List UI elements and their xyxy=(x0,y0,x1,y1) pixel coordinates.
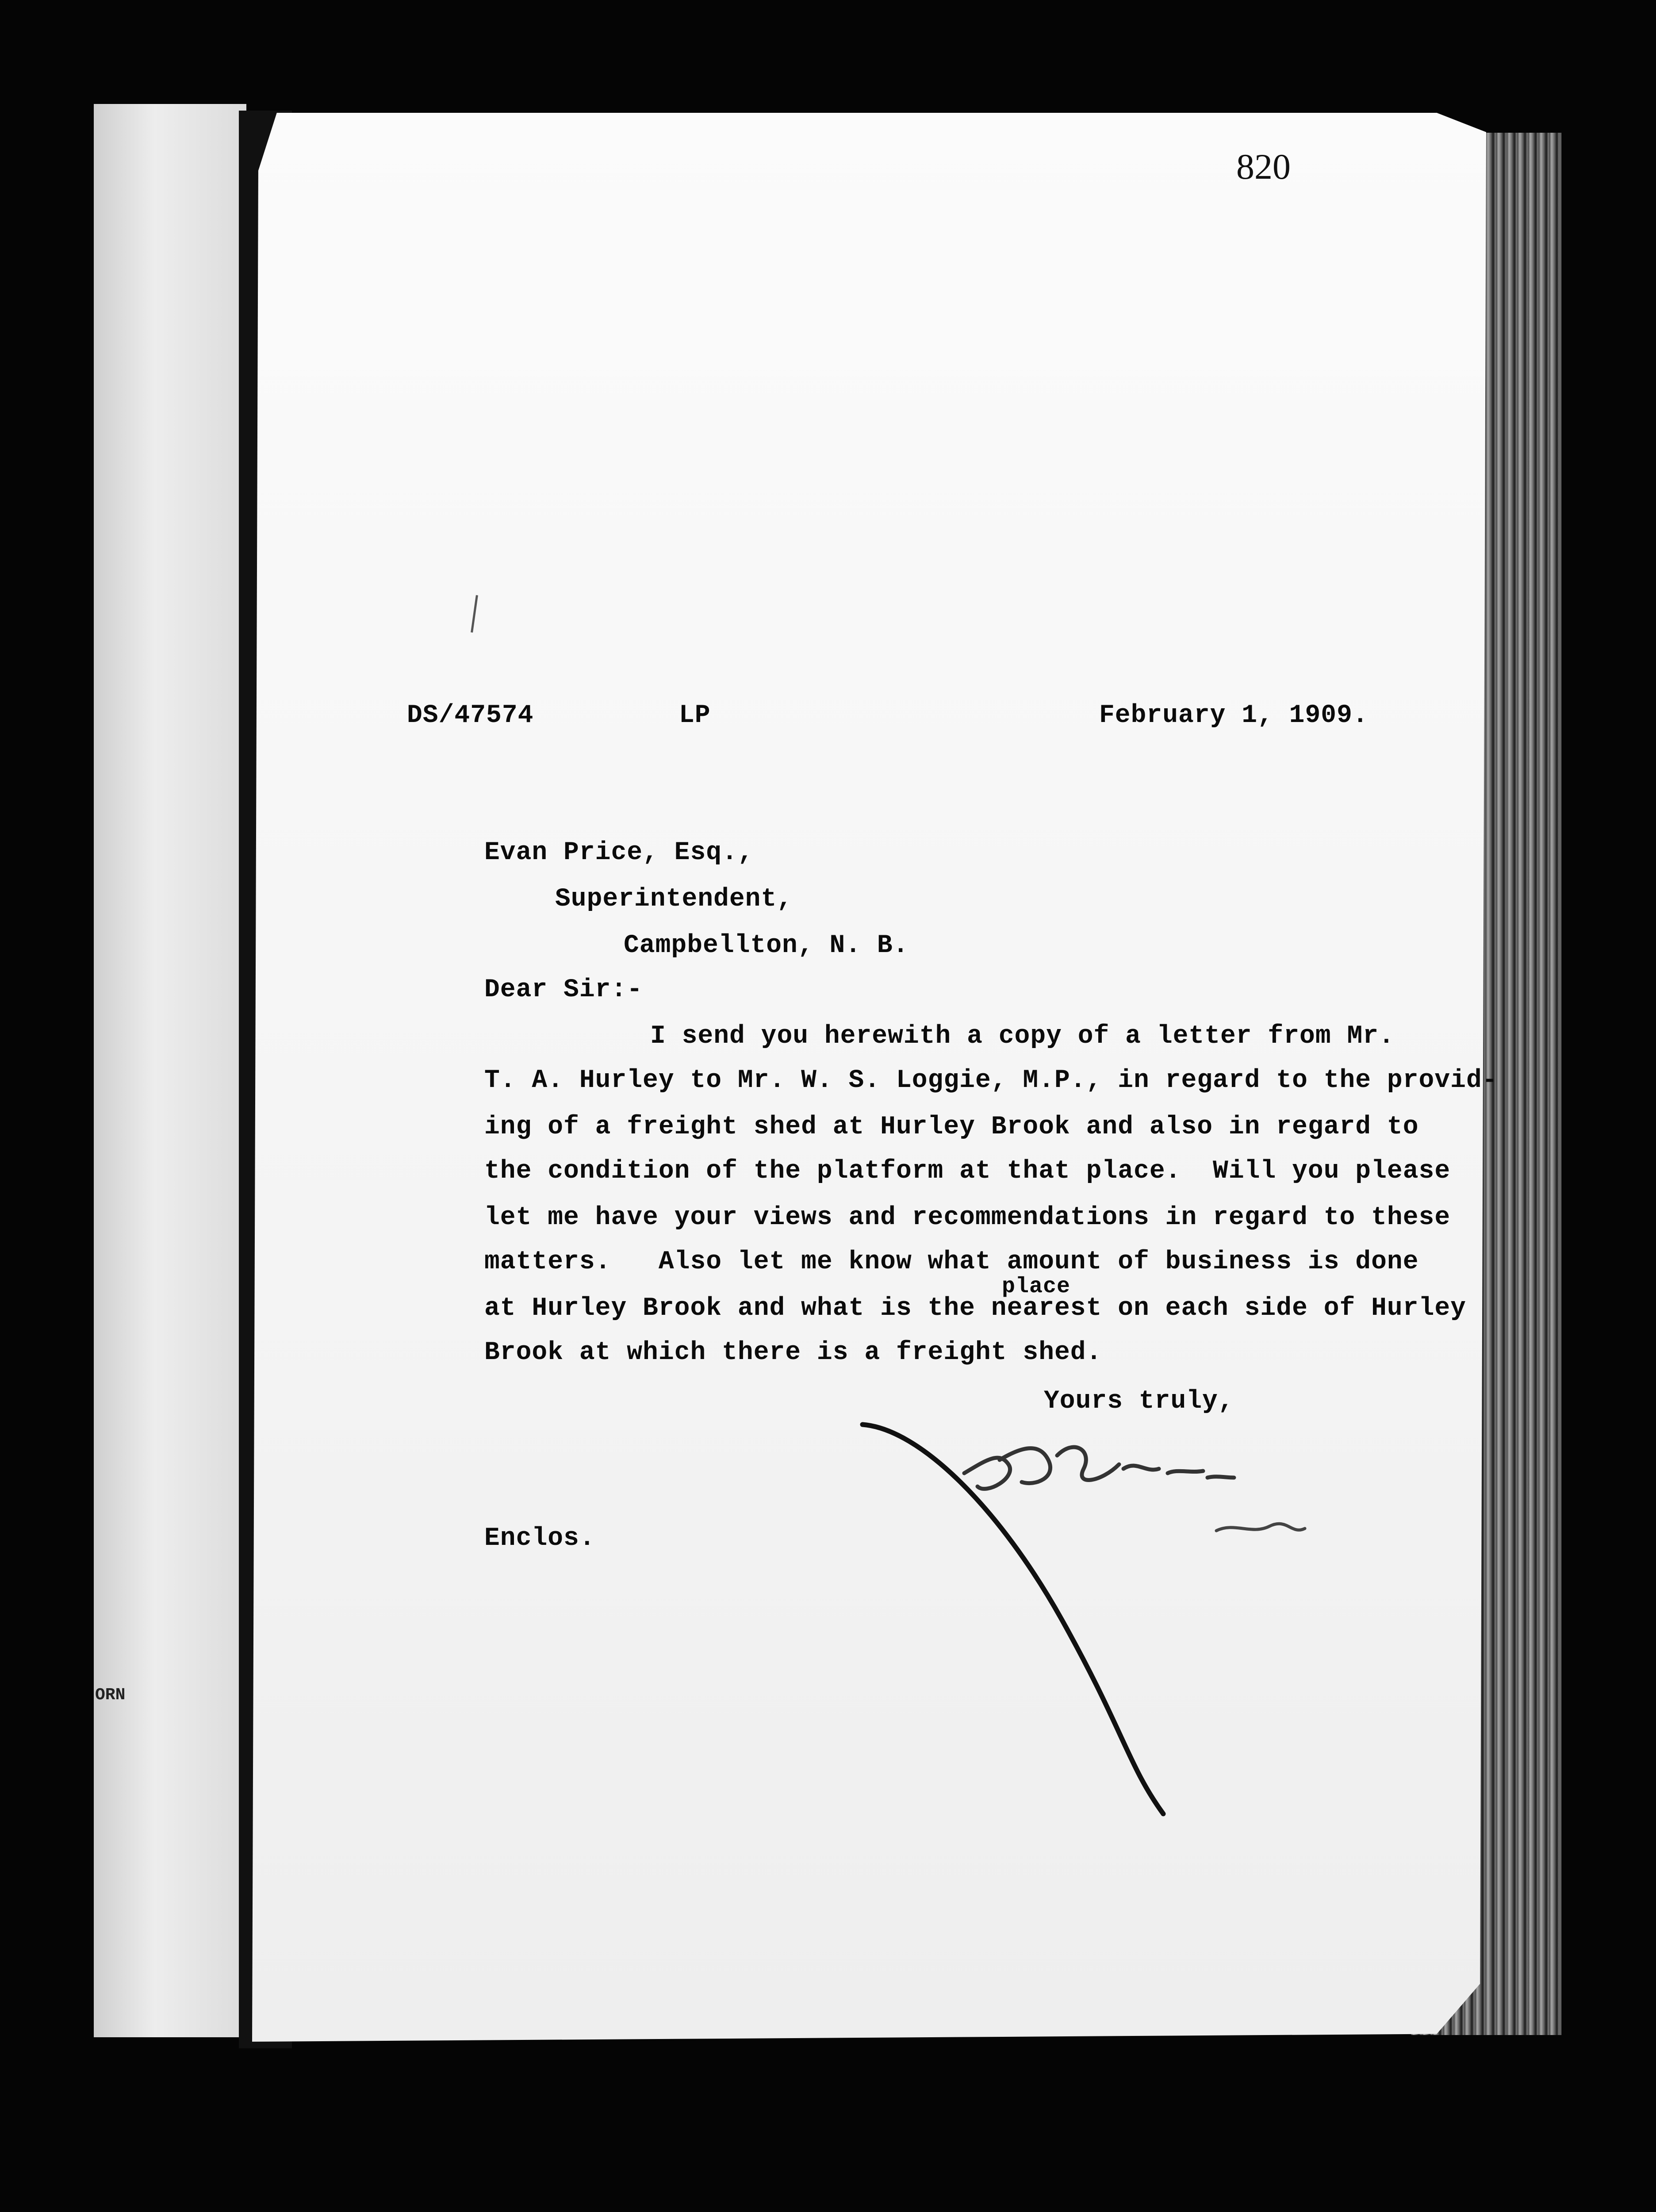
body-line-1: I send you herewith a copy of a letter from Mr. xyxy=(650,1022,1395,1051)
addressee-name: Evan Price, Esq., xyxy=(484,838,754,867)
addressee-location: Campbellton, N. B. xyxy=(624,931,909,960)
addressee-title: Superintendent, xyxy=(555,885,793,914)
letter-reference: DS/47574 xyxy=(407,701,534,730)
body-line-2: T. A. Hurley to Mr. W. S. Loggie, M.P., in regard to the provid- xyxy=(484,1066,1498,1095)
enclosure-note: Enclos. xyxy=(484,1524,595,1553)
closing: Yours truly, xyxy=(1044,1387,1234,1416)
page-number: 820 xyxy=(1236,146,1291,187)
body-line-3: ing of a freight shed at Hurley Brook and also in regard to xyxy=(484,1113,1419,1141)
body-line-4: the condition of the platform at that place. Will you please xyxy=(484,1157,1451,1186)
salutation: Dear Sir:- xyxy=(484,975,643,1004)
letter-date: February 1, 1909. xyxy=(1099,701,1368,730)
body-line-6: matters. Also let me know what amount of business is done xyxy=(484,1248,1419,1276)
margin-text-fragment: ORN xyxy=(95,1686,126,1705)
body-line-8: Brook at which there is a freight shed. xyxy=(484,1338,1102,1367)
body-line-7: at Hurley Brook and what is the nearest on each side of Hurley xyxy=(484,1294,1466,1323)
interlineation: place xyxy=(1002,1274,1071,1299)
letter-initials: LP xyxy=(679,701,711,730)
handwritten-signature xyxy=(854,1411,1362,1827)
facing-page-edge xyxy=(94,104,246,2037)
body-line-5: let me have your views and recommendations in regard to these xyxy=(484,1203,1451,1232)
